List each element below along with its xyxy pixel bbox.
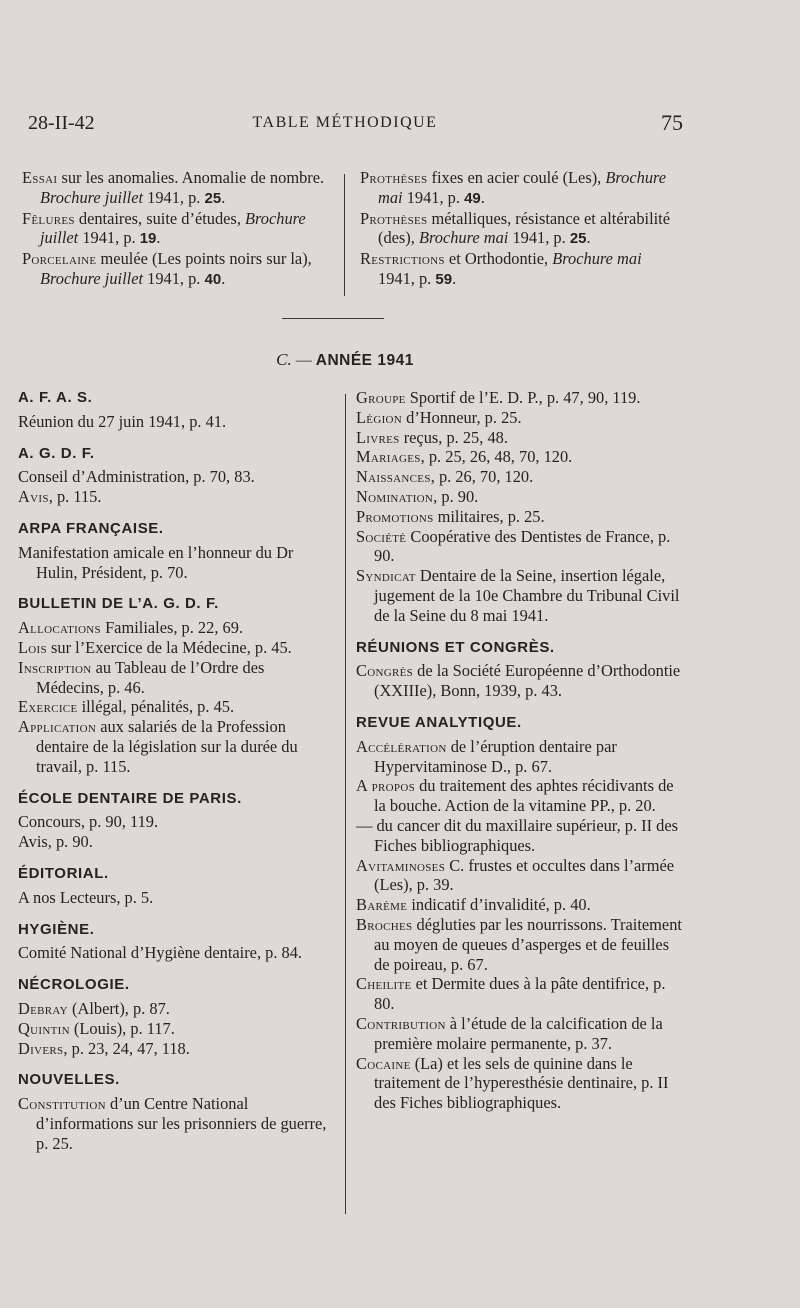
page-number: 75 — [661, 110, 683, 135]
entry-year: 1941, p. — [508, 228, 570, 248]
top-left-column — [22, 168, 334, 290]
entry-text: , p. 25, 26, 48, 70, 120. — [420, 447, 573, 467]
section-heading: RÉUNIONS ET CONGRÈS. — [356, 638, 555, 656]
index-entry — [356, 507, 684, 527]
section-dash: — — [291, 352, 316, 369]
entry-text: C. frustes et occultes dans l’armée (Les), p. 39. — [374, 855, 675, 895]
entry-keyword: Syndicat — [356, 566, 416, 586]
entry-page: 40 — [204, 270, 222, 288]
column-divider-top — [344, 174, 345, 296]
entry-keyword: Allocations — [18, 618, 101, 638]
index-entry — [356, 915, 684, 974]
entry-text: Sportif de l’E. D. P., p. 47, 90, 119. — [405, 388, 641, 407]
section-letter: C. — [276, 350, 292, 369]
entry-text: (La) et les sels de quinine dans le traitement de l’hyperesthésie dentinaire, p. II des Fiches bibliographiques. — [374, 1053, 669, 1113]
index-entry — [18, 543, 336, 583]
entry-source: Brochure juillet — [40, 268, 144, 288]
entry-text: , p. 90. — [433, 486, 479, 506]
entry-year: 1941, p. — [378, 268, 436, 288]
column-divider-main — [345, 394, 346, 1214]
entry-keyword: Nomination — [356, 486, 434, 506]
section-heading: NOUVELLES. — [18, 1071, 120, 1089]
entry-end: . — [452, 268, 457, 288]
entry-keyword: Prothèses — [360, 168, 428, 187]
entry-year: 1941, p. — [78, 228, 140, 248]
index-entry — [356, 388, 684, 408]
entry-text: Familiales, p. 22, 69. — [100, 618, 244, 638]
index-entry — [356, 816, 684, 856]
entry-text: et Dermite dues à la pâte dentifrice, p. 80. — [374, 974, 666, 1014]
index-entry — [18, 1019, 336, 1039]
entry-end: . — [480, 187, 485, 207]
entry-text: d’un Centre National d’informations sur les prisonniers de guerre, p. 25. — [36, 1094, 327, 1153]
header-title: TABLE MÉTHODIQUE — [252, 114, 438, 131]
index-entry — [356, 428, 684, 448]
section-heading: ÉCOLE DENTAIRE DE PARIS. — [18, 789, 242, 807]
index-entry — [356, 487, 684, 507]
section-rule — [282, 318, 384, 319]
entry-text: (Louis), p. 117. — [69, 1018, 175, 1038]
index-entry — [18, 487, 336, 507]
entry-keyword: Inscription — [18, 657, 92, 677]
index-entry — [22, 209, 334, 250]
index-entry — [18, 658, 336, 698]
entry-keyword: Cheilite — [356, 974, 412, 994]
index-entry — [356, 856, 684, 896]
entry-source: Brochure mai — [418, 228, 509, 248]
entry-text: métalliques, résistance et altérabilité (des), — [378, 208, 671, 248]
entry-text: , p. 115. — [48, 487, 102, 507]
index-entry — [22, 249, 334, 290]
entry-text: à l’étude de la calcification de la première molaire permanente, p. 37. — [374, 1013, 663, 1053]
left-column — [18, 388, 336, 1154]
index-entry — [356, 447, 684, 467]
entry-keyword: Broches — [356, 914, 413, 934]
index-entry — [356, 467, 684, 487]
index-entry — [356, 661, 684, 701]
index-entry — [356, 1014, 684, 1054]
entry-end: . — [586, 228, 591, 248]
entry-end: . — [156, 228, 161, 248]
entry-keyword: Fêlures — [22, 208, 75, 228]
entry-text: Concours, p. 90, 119. — [18, 812, 159, 832]
entry-keyword: Groupe — [356, 388, 406, 407]
entry-text: fixes en acier coulé (Les), — [427, 168, 606, 187]
entry-page: 25 — [569, 230, 587, 248]
index-entry — [356, 974, 684, 1014]
top-right-column — [360, 168, 672, 290]
entry-keyword: Essai — [22, 168, 58, 187]
entry-text: — du cancer dit du maxillaire supérieur, p. II des Fiches bibliographiques. — [356, 815, 679, 855]
entry-text: , p. 26, 70, 120. — [430, 467, 534, 487]
index-entry — [356, 527, 684, 567]
entry-text: et Orthodontie, — [444, 249, 553, 269]
entry-text: dentaires, suite d’études, — [74, 208, 246, 228]
index-entry — [18, 467, 336, 487]
entry-source: Brochure juillet — [40, 187, 144, 207]
index-entry — [18, 717, 336, 776]
entry-text: reçus, p. 25, 48. — [399, 427, 508, 447]
entry-text: illégal, pénalités, p. 45. — [77, 697, 235, 717]
entry-source: Brochure juillet — [40, 208, 306, 248]
section-heading: REVUE ANALYTIQUE. — [356, 713, 522, 731]
entry-keyword: Promotions — [356, 506, 434, 526]
entry-source: Brochure mai — [378, 168, 667, 207]
section-heading: ARPA FRANÇAISE. — [18, 519, 164, 537]
index-entry — [18, 812, 336, 832]
index-entry — [356, 1054, 684, 1113]
section-heading: BULLETIN DE L’A. G. D. F. — [18, 595, 219, 613]
section-heading: A. F. A. S. — [18, 389, 93, 406]
entry-source: Brochure mai — [552, 249, 642, 269]
entry-keyword: Cocaine — [356, 1053, 411, 1073]
entry-text: Manifestation amicale en l’honneur du Dr Hulin, Président, p. 70. — [18, 542, 294, 582]
entry-text: sur l’Exercice de la Médecine, p. 45. — [46, 637, 292, 657]
index-entry — [18, 638, 336, 658]
entry-text: aux salariés de la Profession dentaire de la législation sur la durée du travail, p. 115. — [36, 717, 298, 776]
entry-page: 25 — [204, 189, 222, 207]
entry-keyword: Prothèses — [360, 208, 428, 228]
entry-text: (Albert), p. 87. — [67, 998, 170, 1018]
entry-text: sur les anomalies. Anomalie de nombre. — [57, 168, 325, 187]
entry-text: A nos Lecteurs, p. 5. — [18, 887, 154, 907]
entry-page: 49 — [464, 189, 481, 207]
index-entry — [360, 249, 672, 290]
entry-keyword: Livres — [356, 427, 400, 447]
index-entry — [18, 1039, 336, 1059]
entry-keyword: Lois — [18, 637, 47, 657]
entry-keyword: Exercice — [18, 697, 78, 717]
entry-text: meulée (Les points noirs sur la), — [96, 249, 312, 269]
index-entry — [18, 1094, 336, 1153]
entry-end: . — [221, 268, 226, 288]
section-heading: ÉDITORIAL. — [18, 864, 109, 882]
entry-text: militaires, p. 25. — [433, 506, 545, 526]
section-heading: HYGIÈNE. — [18, 920, 95, 938]
entry-year: 1941, p. — [143, 187, 205, 207]
entry-keyword: Restrictions — [360, 249, 445, 269]
index-entry — [356, 566, 684, 625]
entry-keyword: Mariages — [356, 447, 421, 467]
entry-keyword: Application — [18, 717, 97, 737]
section-title — [0, 350, 690, 370]
index-entry — [18, 697, 336, 717]
entry-keyword: Contribution — [356, 1013, 446, 1033]
entry-text: de la Société Européenne d’Orthodontie (XXIIIe), Bonn, 1939, p. 43. — [374, 661, 681, 701]
entry-end: . — [221, 187, 226, 207]
entry-keyword: Avis — [18, 487, 49, 507]
index-entry — [356, 776, 684, 816]
entry-page: 19 — [139, 230, 157, 248]
index-entry — [360, 168, 672, 209]
entry-text: dégluties par les nourrissons. Traitement au moyen de queues d’asperges et de feuilles de poireau, p. 67. — [374, 914, 682, 974]
index-entry — [18, 888, 336, 908]
index-entry — [356, 737, 684, 777]
index-entry — [356, 895, 684, 915]
entry-keyword: Porcelaine — [22, 249, 97, 269]
entry-text: indicatif d’invalidité, p. 40. — [407, 895, 591, 915]
entry-text: Conseil d’Administration, p. 70, 83. — [18, 467, 255, 487]
entry-keyword: Avitaminoses — [356, 855, 446, 875]
entry-keyword: Barème — [356, 895, 408, 915]
entry-keyword: Congrès — [356, 661, 414, 681]
entry-text: Comité National d’Hygiène dentaire, p. 84. — [18, 943, 303, 963]
entry-keyword: A propos — [356, 776, 416, 796]
entry-keyword: Naissances — [356, 467, 431, 487]
index-entry — [360, 209, 672, 250]
entry-keyword: Divers — [18, 1038, 64, 1058]
entry-text: de l’éruption dentaire par Hypervitaminose D., p. 67. — [374, 736, 617, 776]
index-entry — [356, 408, 684, 428]
entry-text: Dentaire de la Seine, insertion légale, jugement de la 10e Chambre du Tribunal Civil de la Seine du 8 mai 1941. — [374, 566, 680, 625]
index-entry — [18, 999, 336, 1019]
entry-keyword: Quintin — [18, 1018, 70, 1038]
entry-text: Coopérative des Dentistes de France, p. 90. — [374, 526, 671, 566]
section-heading: NÉCROLOGIE. — [18, 976, 130, 994]
index-entry — [18, 618, 336, 638]
header-date: 28-II-42 — [28, 112, 95, 134]
index-entry — [18, 943, 336, 963]
section-name: ANNÉE 1941 — [315, 352, 414, 369]
index-entry — [18, 412, 336, 432]
entry-page: 59 — [435, 270, 453, 288]
running-head — [0, 110, 800, 140]
entry-text: au Tableau de l’Ordre des Médecins, p. 46. — [36, 657, 265, 697]
entry-text: Avis, p. 90. — [18, 832, 93, 852]
section-heading: A. G. D. F. — [18, 444, 95, 462]
entry-keyword: Légion — [356, 407, 403, 427]
entry-text: du traitement des aphtes récidivants de la bouche. Action de la vitamine PP., p. 20. — [374, 776, 674, 816]
entry-text: Réunion du 27 juin 1941, p. 41. — [18, 411, 227, 431]
right-column — [356, 388, 684, 1113]
index-entry — [22, 168, 334, 209]
index-entry — [18, 832, 336, 852]
entry-keyword: Accélération — [356, 736, 447, 756]
entry-keyword: Société — [356, 526, 407, 546]
entry-text: , p. 23, 24, 47, 118. — [63, 1038, 190, 1058]
entry-keyword: Constitution — [18, 1094, 106, 1114]
entry-text: d’Honneur, p. 25. — [402, 407, 522, 427]
entry-keyword: Debray — [18, 998, 68, 1018]
entry-year: 1941, p. — [143, 268, 205, 288]
entry-year: 1941, p. — [402, 187, 465, 207]
